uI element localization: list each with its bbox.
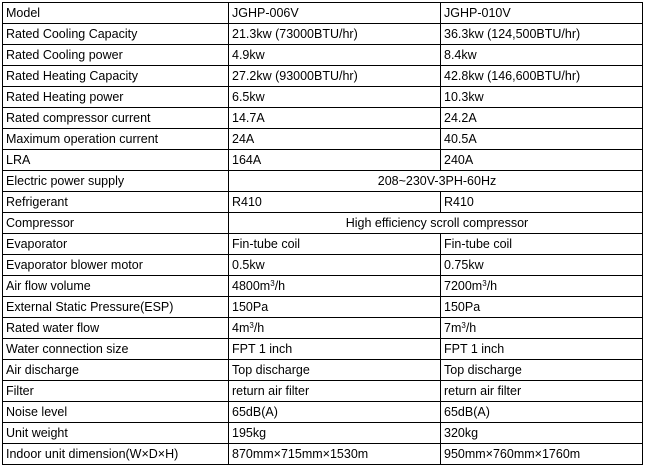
- value-jghp-010v: FPT 1 inch: [441, 339, 643, 360]
- value-jghp-006v: return air filter: [229, 381, 441, 402]
- value-jghp-006v: 27.2kw (93000BTU/hr): [229, 66, 441, 87]
- value-jghp-010v: 320kg: [441, 423, 643, 444]
- value-jghp-010v: 40.5A: [441, 129, 643, 150]
- value-jghp-006v: Top discharge: [229, 360, 441, 381]
- value-jghp-010v: 42.8kw (146,600BTU/hr): [441, 66, 643, 87]
- value-jghp-010v: R410: [441, 192, 643, 213]
- value-jghp-010v: 8.4kw: [441, 45, 643, 66]
- value-jghp-006v: 0.5kw: [229, 255, 441, 276]
- table-row: [3, 45, 643, 66]
- row-label: Electric power supply: [3, 171, 229, 192]
- value-jghp-006v: 870mm×715mm×1530m: [229, 444, 441, 465]
- table-row: [3, 108, 643, 129]
- table-row: [3, 360, 643, 381]
- value-jghp-010v: 10.3kw: [441, 87, 643, 108]
- table-row: [3, 3, 643, 24]
- value-jghp-006v: R410: [229, 192, 441, 213]
- table-row: [3, 234, 643, 255]
- value-exponent: 3: [249, 321, 254, 330]
- value-unit-suffix: /h: [465, 321, 477, 335]
- row-label: Unit weight: [3, 423, 229, 444]
- table-row: [3, 339, 643, 360]
- spec-table-body: [3, 3, 643, 465]
- row-label: Water connection size: [3, 339, 229, 360]
- row-label: Rated compressor current: [3, 108, 229, 129]
- value-jghp-010v: Top discharge: [441, 360, 643, 381]
- shared-value: 208~230V-3PH-60Hz: [229, 171, 643, 192]
- row-label: Filter: [3, 381, 229, 402]
- value-jghp-010v: 150Pa: [441, 297, 643, 318]
- value-jghp-006v: 21.3kw (73000BTU/hr): [229, 24, 441, 45]
- table-row: [3, 318, 643, 339]
- value-jghp-010v: JGHP-010V: [441, 3, 643, 24]
- value-jghp-006v: 65dB(A): [229, 402, 441, 423]
- value-jghp-010v: [441, 276, 643, 297]
- value-base: 7m: [444, 321, 462, 335]
- value-jghp-010v: 36.3kw (124,500BTU/hr): [441, 24, 643, 45]
- value-base: 7200m: [444, 279, 483, 293]
- value-jghp-006v: 4.9kw: [229, 45, 441, 66]
- row-label: Indoor unit dimension(W×D×H): [3, 444, 229, 465]
- row-label: Noise level: [3, 402, 229, 423]
- row-label: Refrigerant: [3, 192, 229, 213]
- row-label: Rated Cooling Capacity: [3, 24, 229, 45]
- value-jghp-006v: 24A: [229, 129, 441, 150]
- value-jghp-010v: 65dB(A): [441, 402, 643, 423]
- value-jghp-006v: Fin-tube coil: [229, 234, 441, 255]
- row-label: Evaporator: [3, 234, 229, 255]
- row-label: Rated Heating Capacity: [3, 66, 229, 87]
- value-base: 4800m: [232, 279, 271, 293]
- table-row: [3, 423, 643, 444]
- value-jghp-010v: 24.2A: [441, 108, 643, 129]
- table-row: [3, 297, 643, 318]
- value-jghp-006v: 6.5kw: [229, 87, 441, 108]
- shared-value: High efficiency scroll compressor: [229, 213, 643, 234]
- table-row: [3, 192, 643, 213]
- value-jghp-006v: FPT 1 inch: [229, 339, 441, 360]
- value-base: 4m: [232, 321, 250, 335]
- value-jghp-010v: [441, 318, 643, 339]
- value-jghp-010v: 240A: [441, 150, 643, 171]
- row-label: Rated Cooling power: [3, 45, 229, 66]
- value-exponent: 3: [270, 279, 275, 288]
- value-jghp-010v: return air filter: [441, 381, 643, 402]
- table-row: [3, 444, 643, 465]
- table-row: [3, 66, 643, 87]
- table-row: [3, 171, 643, 192]
- table-row: [3, 255, 643, 276]
- value-jghp-006v: JGHP-006V: [229, 3, 441, 24]
- table-row: [3, 24, 643, 45]
- value-jghp-006v: 164A: [229, 150, 441, 171]
- row-label: Air flow volume: [3, 276, 229, 297]
- table-row: [3, 213, 643, 234]
- row-label: Model: [3, 3, 229, 24]
- value-unit-suffix: /h: [486, 279, 498, 293]
- row-label: Evaporator blower motor: [3, 255, 229, 276]
- table-row: [3, 276, 643, 297]
- value-jghp-006v: 195kg: [229, 423, 441, 444]
- value-jghp-006v: [229, 276, 441, 297]
- value-jghp-006v: [229, 318, 441, 339]
- table-row: [3, 150, 643, 171]
- value-jghp-006v: 14.7A: [229, 108, 441, 129]
- value-jghp-010v: 0.75kw: [441, 255, 643, 276]
- row-label: Maximum operation current: [3, 129, 229, 150]
- value-exponent: 3: [482, 279, 487, 288]
- value-exponent: 3: [461, 321, 466, 330]
- row-label: Rated Heating power: [3, 87, 229, 108]
- value-jghp-010v: Fin-tube coil: [441, 234, 643, 255]
- value-jghp-010v: 950mm×760mm×1760m: [441, 444, 643, 465]
- table-row: [3, 381, 643, 402]
- row-label: External Static Pressure(ESP): [3, 297, 229, 318]
- row-label: Air discharge: [3, 360, 229, 381]
- table-row: [3, 129, 643, 150]
- value-unit-suffix: /h: [253, 321, 265, 335]
- row-label: Compressor: [3, 213, 229, 234]
- value-unit-suffix: /h: [274, 279, 286, 293]
- spec-table: [2, 2, 643, 465]
- row-label: Rated water flow: [3, 318, 229, 339]
- row-label: LRA: [3, 150, 229, 171]
- value-jghp-006v: 150Pa: [229, 297, 441, 318]
- table-row: [3, 402, 643, 423]
- table-row: [3, 87, 643, 108]
